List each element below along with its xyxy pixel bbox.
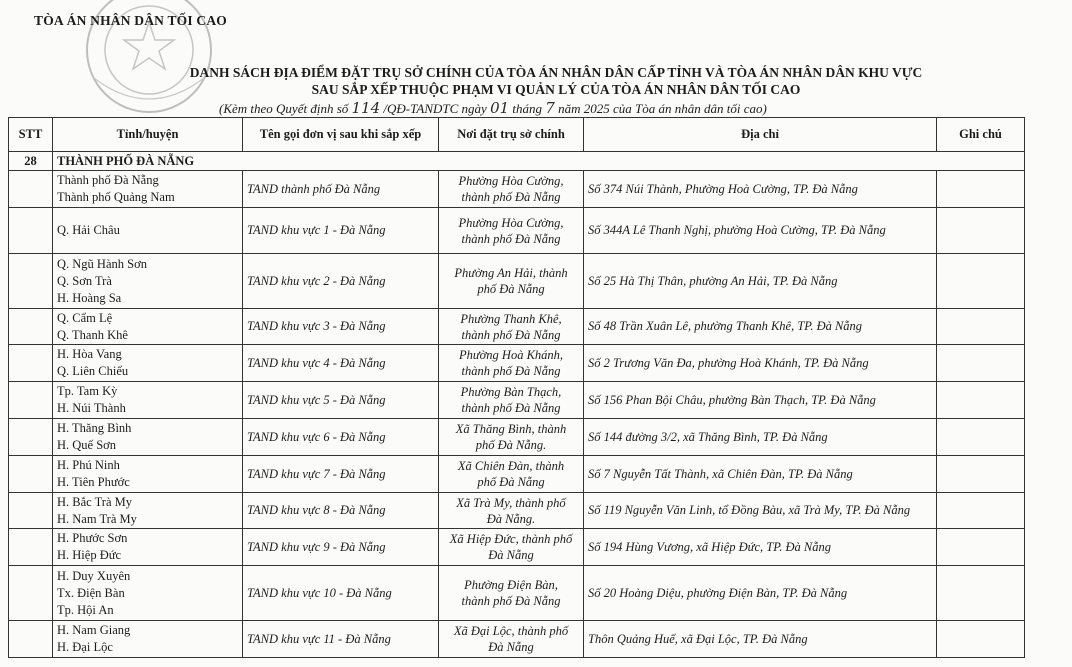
row-stt-cell — [9, 345, 53, 382]
row-address: Số 156 Phan Bội Châu, phường Bàn Thạch, TP. Đà Nẵng — [584, 382, 937, 419]
table-row — [9, 529, 1025, 566]
headquarters-line: thành phố Đà Nẵng — [461, 231, 561, 246]
headquarters-line: Xã Đại Lộc, thành phố — [453, 624, 569, 638]
row-stt-cell — [9, 309, 53, 345]
locality-name: H. Quế Sơn — [57, 438, 117, 452]
section-row — [9, 152, 1025, 171]
row-stt-cell — [9, 254, 53, 309]
locality-name: H. Tiên Phước — [57, 475, 130, 489]
row-headquarters-cell — [439, 171, 584, 208]
header-notes: Ghi chú — [937, 118, 1025, 152]
row-address: Số 194 Hùng Vương, xã Hiệp Đức, TP. Đà Nẵng — [584, 529, 937, 566]
locality-name: Thành phố Quảng Nam — [57, 190, 175, 204]
subtitle-part-3: tháng — [512, 101, 543, 116]
row-headquarters-cell — [439, 254, 584, 309]
headquarters-line: Phường Điện Bàn, — [464, 578, 558, 592]
locality-name: Tp. Hội An — [57, 602, 114, 617]
row-localities-cell — [53, 529, 243, 566]
headquarters-line: Phường Thanh Khê, — [460, 311, 562, 326]
decision-month: 7 — [545, 99, 555, 117]
locality-name: H. Bắc Trà My — [57, 494, 133, 509]
row-address: Số 7 Nguyễn Tất Thành, xã Chiên Đàn, TP. Đà Nẵng — [584, 456, 937, 493]
row-headquarters-cell — [439, 566, 584, 621]
headquarters-line: Phường An Hải, thành — [454, 266, 568, 280]
row-localities-cell — [53, 621, 243, 658]
document-title-line-1: DANH SÁCH ĐỊA ĐIỂM ĐẶT TRỤ SỞ CHÍNH CỦA TÒA ÁN NHÂN DÂN CẤP TỈNH VÀ TÒA ÁN NHÂN DÂN KHU VỰC — [189, 65, 923, 80]
row-unit-name: TAND khu vực 9 - Đà Nẵng — [243, 529, 439, 566]
locality-name: H. Phú Ninh — [57, 458, 120, 472]
subtitle-part-4: năm 2025 của Tòa án nhân dân tối cao) — [558, 101, 767, 116]
row-address: Số 374 Núi Thành, Phường Hoà Cường, TP. Đà Nẵng — [584, 171, 937, 208]
locality-name: H. Hòa Vang — [57, 347, 122, 361]
table-row — [9, 254, 1025, 309]
row-localities-cell — [53, 254, 243, 309]
locality-name: H. Hiệp Đức — [57, 548, 122, 562]
row-localities-cell — [53, 309, 243, 345]
table-row — [9, 208, 1025, 254]
row-headquarters-cell — [439, 382, 584, 419]
row-stt-cell — [9, 566, 53, 621]
table-row — [9, 309, 1025, 345]
row-unit-name: TAND khu vực 7 - Đà Nẵng — [243, 456, 439, 493]
row-note — [937, 254, 1025, 309]
row-address: Thôn Quảng Huế, xã Đại Lộc, TP. Đà Nẵng — [584, 621, 937, 658]
row-stt-cell — [9, 529, 53, 566]
court-locations-table — [8, 117, 1025, 658]
table-row — [9, 419, 1025, 456]
row-stt-cell — [9, 171, 53, 208]
row-note — [937, 309, 1025, 345]
row-note — [937, 419, 1025, 456]
document-subtitle — [219, 99, 767, 117]
locality-name: Q. Cẩm Lệ — [57, 310, 113, 325]
locality-name: Q. Sơn Trà — [57, 273, 112, 288]
row-address: Số 144 đường 3/2, xã Thăng Bình, TP. Đà Nẵng — [584, 419, 937, 456]
headquarters-line: phố Đà Nẵng. — [475, 438, 547, 452]
locality-name: H. Đại Lộc — [57, 640, 113, 654]
agency-name: TÒA ÁN NHÂN DÂN TỐI CAO — [34, 13, 227, 28]
locality-name: Q. Hải Châu — [57, 223, 120, 237]
headquarters-line: thành phố Đà Nẵng — [461, 190, 561, 204]
row-stt-cell — [9, 419, 53, 456]
row-unit-name: TAND thành phố Đà Nẵng — [243, 171, 439, 208]
row-unit-name: TAND khu vực 11 - Đà Nẵng — [243, 621, 439, 658]
headquarters-line: thành phố Đà Nẵng — [461, 594, 561, 608]
row-unit-name: TAND khu vực 3 - Đà Nẵng — [243, 309, 439, 345]
row-address: Số 25 Hà Thị Thân, phường An Hải, TP. Đà Nẵng — [584, 254, 937, 309]
row-unit-name: TAND khu vực 8 - Đà Nẵng — [243, 493, 439, 529]
table-row — [9, 456, 1025, 493]
row-localities-cell — [53, 419, 243, 456]
header-address: Địa chỉ — [584, 118, 937, 152]
header-locality: Tỉnh/huyện — [53, 118, 243, 152]
locality-name: Q. Liên Chiểu — [57, 364, 129, 378]
row-headquarters-cell — [439, 419, 584, 456]
table-row — [9, 493, 1025, 529]
row-unit-name: TAND khu vực 2 - Đà Nẵng — [243, 254, 439, 309]
table-row — [9, 621, 1025, 658]
headquarters-line: thành phố Đà Nẵng — [461, 401, 561, 415]
row-localities-cell — [53, 171, 243, 208]
section-stt: 28 — [9, 152, 53, 171]
row-localities-cell — [53, 493, 243, 529]
row-unit-name: TAND khu vực 10 - Đà Nẵng — [243, 566, 439, 621]
headquarters-line: Phường Hoà Khánh, — [458, 348, 564, 362]
locality-name: H. Hoàng Sa — [57, 290, 122, 305]
table-row — [9, 345, 1025, 382]
row-localities-cell — [53, 208, 243, 254]
row-unit-name: TAND khu vực 4 - Đà Nẵng — [243, 345, 439, 382]
header-stt: STT — [9, 118, 53, 152]
locality-name: Thành phố Đà Nẵng — [57, 173, 159, 187]
locality-name: H. Duy Xuyên — [57, 568, 131, 583]
headquarters-line: Xã Trà My, thành phố — [456, 495, 566, 510]
row-note — [937, 345, 1025, 382]
headquarters-line: Xã Hiệp Đức, thành phố — [449, 532, 573, 546]
row-note — [937, 208, 1025, 254]
headquarters-line: Đà Nẵng. — [486, 511, 536, 526]
subtitle-part-2: /QĐ-TANDTC ngày — [383, 101, 487, 116]
row-address: Số 2 Trương Văn Đa, phường Hoà Khánh, TP. Đà Nẵng — [584, 345, 937, 382]
headquarters-line: phố Đà Nẵng — [477, 282, 545, 296]
row-note — [937, 493, 1025, 529]
locality-name: H. Nam Trà My — [57, 511, 137, 526]
row-stt-cell — [9, 382, 53, 419]
table-header-row — [9, 118, 1025, 152]
header-headquarters: Nơi đặt trụ sở chính — [439, 118, 584, 152]
locality-name: Tp. Tam Kỳ — [57, 384, 118, 398]
locality-name: Q. Ngũ Hành Sơn — [57, 256, 147, 271]
row-headquarters-cell — [439, 309, 584, 345]
headquarters-line: Xã Thăng Bình, thành — [455, 422, 567, 436]
row-headquarters-cell — [439, 208, 584, 254]
headquarters-line: Xã Chiên Đàn, thành — [457, 459, 565, 473]
row-address: Số 119 Nguyễn Văn Linh, tổ Đồng Bàu, xã Trà My, TP. Đà Nẵng — [584, 493, 937, 529]
row-address: Số 20 Hoàng Diệu, phường Điện Bàn, TP. Đà Nẵng — [584, 566, 937, 621]
row-headquarters-cell — [439, 621, 584, 658]
row-unit-name: TAND khu vực 5 - Đà Nẵng — [243, 382, 439, 419]
locality-name: Tx. Điện Bàn — [57, 585, 125, 600]
row-stt-cell — [9, 493, 53, 529]
row-note — [937, 621, 1025, 658]
decision-day: 01 — [490, 99, 510, 117]
headquarters-line: thành phố Đà Nẵng — [461, 364, 561, 378]
locality-name: H. Núi Thành — [57, 401, 126, 415]
row-headquarters-cell — [439, 493, 584, 529]
row-address: Số 344A Lê Thanh Nghị, phường Hoà Cường, TP. Đà Nẵng — [584, 208, 937, 254]
row-stt-cell — [9, 456, 53, 493]
subtitle-part-1: (Kèm theo Quyết định số — [219, 101, 349, 116]
headquarters-line: Đà Nẵng — [488, 548, 534, 562]
document-title-line-2: SAU SẮP XẾP THUỘC PHẠM VI QUẢN LÝ CỦA TÒA ÁN NHÂN DÂN TỐI CAO — [311, 82, 801, 97]
row-headquarters-cell — [439, 345, 584, 382]
locality-name: H. Nam Giang — [57, 623, 131, 637]
row-localities-cell — [53, 456, 243, 493]
row-unit-name: TAND khu vực 1 - Đà Nẵng — [243, 208, 439, 254]
row-stt-cell — [9, 208, 53, 254]
row-note — [937, 171, 1025, 208]
locality-name: Q. Thanh Khê — [57, 327, 128, 342]
row-note — [937, 382, 1025, 419]
row-localities-cell — [53, 566, 243, 621]
row-unit-name: TAND khu vực 6 - Đà Nẵng — [243, 419, 439, 456]
headquarters-line: phố Đà Nẵng — [477, 475, 545, 489]
row-stt-cell — [9, 621, 53, 658]
row-headquarters-cell — [439, 529, 584, 566]
row-note — [937, 529, 1025, 566]
headquarters-line: thành phố Đà Nẵng — [461, 327, 561, 342]
row-localities-cell — [53, 382, 243, 419]
locality-name: H. Phước Sơn — [57, 531, 128, 545]
section-name: THÀNH PHỐ ĐÀ NẴNG — [53, 152, 1025, 171]
row-localities-cell — [53, 345, 243, 382]
row-note — [937, 566, 1025, 621]
headquarters-line: Phường Hòa Cường, — [458, 174, 564, 188]
headquarters-line: Phường Hòa Cường, — [458, 215, 564, 230]
row-address: Số 48 Trần Xuân Lê, phường Thanh Khê, TP. Đà Nẵng — [584, 309, 937, 345]
table-row — [9, 382, 1025, 419]
table-row — [9, 566, 1025, 621]
headquarters-line: Đà Nẵng — [488, 640, 534, 654]
header-unit-name: Tên gọi đơn vị sau khi sắp xếp — [243, 118, 439, 152]
row-note — [937, 456, 1025, 493]
table-row — [9, 171, 1025, 208]
decision-number: 114 — [351, 99, 381, 117]
locality-name: H. Thăng Bình — [57, 421, 132, 435]
row-headquarters-cell — [439, 456, 584, 493]
headquarters-line: Phường Bàn Thạch, — [460, 385, 562, 399]
